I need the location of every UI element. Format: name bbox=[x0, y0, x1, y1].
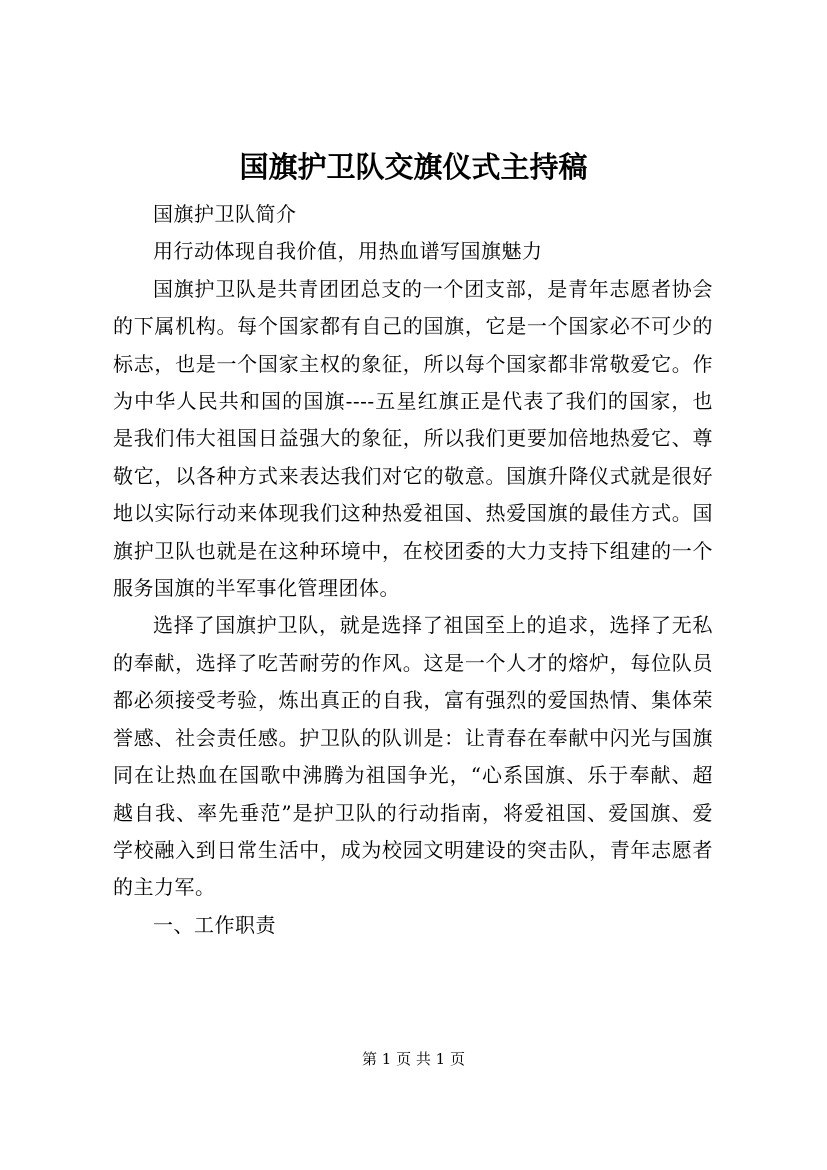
section-heading-duties: 一、工作职责 bbox=[153, 912, 276, 937]
document-body bbox=[113, 196, 713, 944]
paragraph-intro-heading: 国旗护卫队简介 bbox=[153, 202, 297, 226]
paragraph-mission: 选择了国旗护卫队，就是选择了祖国至上的追求，选择了无私的奉献，选择了吃苦耐劳的作风。这是一个人才的熔炉，每位队员都必须接受考验，炼出真正的自我，富有强烈的爱国热情、集体荣誉感、社会责任感。护卫队的队训是：让青春在奉献中闪光与国旗同在让热血在国歌中沸腾为祖国争光，“心系国旗、乐于奉献、超越自我、率先垂范”是护卫队的行动指南，将爱祖国、爱国旗、爱学校融入到日常生活中，成为校园文明建设的突击队，青年志愿者的主力军。 bbox=[113, 613, 713, 900]
paragraph-slogan: 用行动体现自我价值，用热血谱写国旗魅力 bbox=[153, 239, 543, 264]
paragraph-description: 国旗护卫队是共青团团总支的一个团支部，是青年志愿者协会的下属机构。每个国家都有自己的国旗，它是一个国家必不可少的标志，也是一个国家主权的象征，所以每个国家都非常敬爱它。作为中华人民共和国的国旗----五星红旗正是代表了我们的国家，也是我们伟大祖国日益强大的象征，所以我们更要加倍地热爱它、尊敬它，以各种方式来表达我们对它的敬意。国旗升降仪式就是很好地以实际行动来体现我们这种热爱祖国、热爱国旗的最佳方式。国旗护卫队也就是在这种环境中，在校团委的大力支持下组建的一个服务国旗的半军事化管理团体。 bbox=[113, 276, 713, 601]
document-title: 国旗护卫队交旗仪式主持稿 bbox=[239, 150, 588, 184]
page-footer: 第 1 页 共 1 页 bbox=[362, 1050, 465, 1068]
